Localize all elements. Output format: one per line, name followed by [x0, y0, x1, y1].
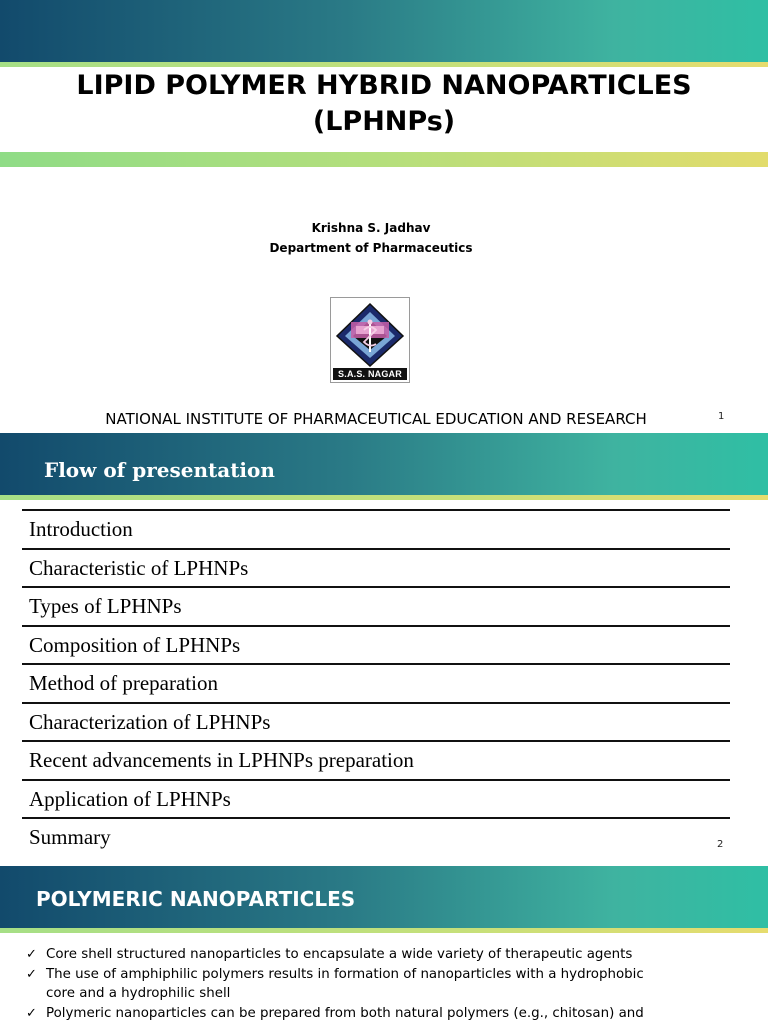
checkmark-icon: ✓ — [26, 966, 37, 982]
presentation-title — [0, 68, 768, 140]
slide-1-page-number: 1 — [718, 411, 725, 422]
outline-item: Method of preparation — [22, 663, 730, 702]
header-accent-stripe — [0, 62, 768, 67]
author-department: Department of Pharmaceutics — [269, 241, 473, 255]
flow-header-stripe — [0, 495, 768, 500]
outline-item: Introduction — [22, 509, 730, 548]
institute-name: NATIONAL INSTITUTE OF PHARMACEUTICAL EDUCATION AND RESEARCH — [105, 410, 647, 428]
slide-1 — [0, 0, 768, 433]
checkmark-icon: ✓ — [26, 947, 37, 962]
outline-item: Summary — [22, 817, 730, 856]
outline-item: Types of LPHNPs — [22, 586, 730, 625]
logo-emblem-icon — [331, 300, 409, 368]
slide-3 — [0, 866, 768, 1024]
title-line-1: LIPID POLYMER HYBRID NANOPARTICLES — [76, 70, 692, 101]
polymeric-bullet-list — [26, 945, 646, 1023]
outline-item: Application of LPHNPs — [22, 779, 730, 818]
bullet-item — [26, 1004, 646, 1024]
outline-item: Recent advancements in LPHNPs preparation — [22, 740, 730, 779]
outline-item: Composition of LPHNPs — [22, 625, 730, 664]
slide-2 — [0, 433, 768, 866]
checkmark-icon: ✓ — [26, 1005, 37, 1021]
slide-2-page-number: 2 — [717, 839, 724, 850]
bullet-text: Polymeric nanoparticles can be prepared from both natural polymers (e.g., chitosan) and — [46, 1005, 644, 1021]
title-line-2: (LPHNPs) — [312, 106, 456, 137]
outline-item: Characterization of LPHNPs — [22, 702, 730, 741]
bullet-item — [26, 945, 646, 965]
flow-heading: Flow of presentation — [44, 458, 275, 482]
institute-logo — [330, 297, 410, 383]
bullet-text: Core shell structured nanoparticles to encapsulate a wide variety of therapeutic agents — [46, 947, 633, 962]
author-name: Krishna S. Jadhav — [311, 221, 431, 235]
bullet-item — [26, 965, 646, 1004]
polymeric-heading: POLYMERIC NANOPARTICLES — [36, 887, 356, 911]
header-band — [0, 0, 768, 62]
author-block — [0, 218, 742, 258]
logo-caption: S.A.S. NAGAR — [333, 368, 407, 380]
bullet-text: The use of amphiphilic polymers results in formation of nanoparticles with a hydrophobic core and a hydrophilic shell — [46, 966, 644, 1002]
polymeric-header-stripe — [0, 928, 768, 933]
title-accent-stripe — [0, 152, 768, 167]
presentation-outline — [22, 509, 730, 856]
outline-item: Characteristic of LPHNPs — [22, 548, 730, 587]
